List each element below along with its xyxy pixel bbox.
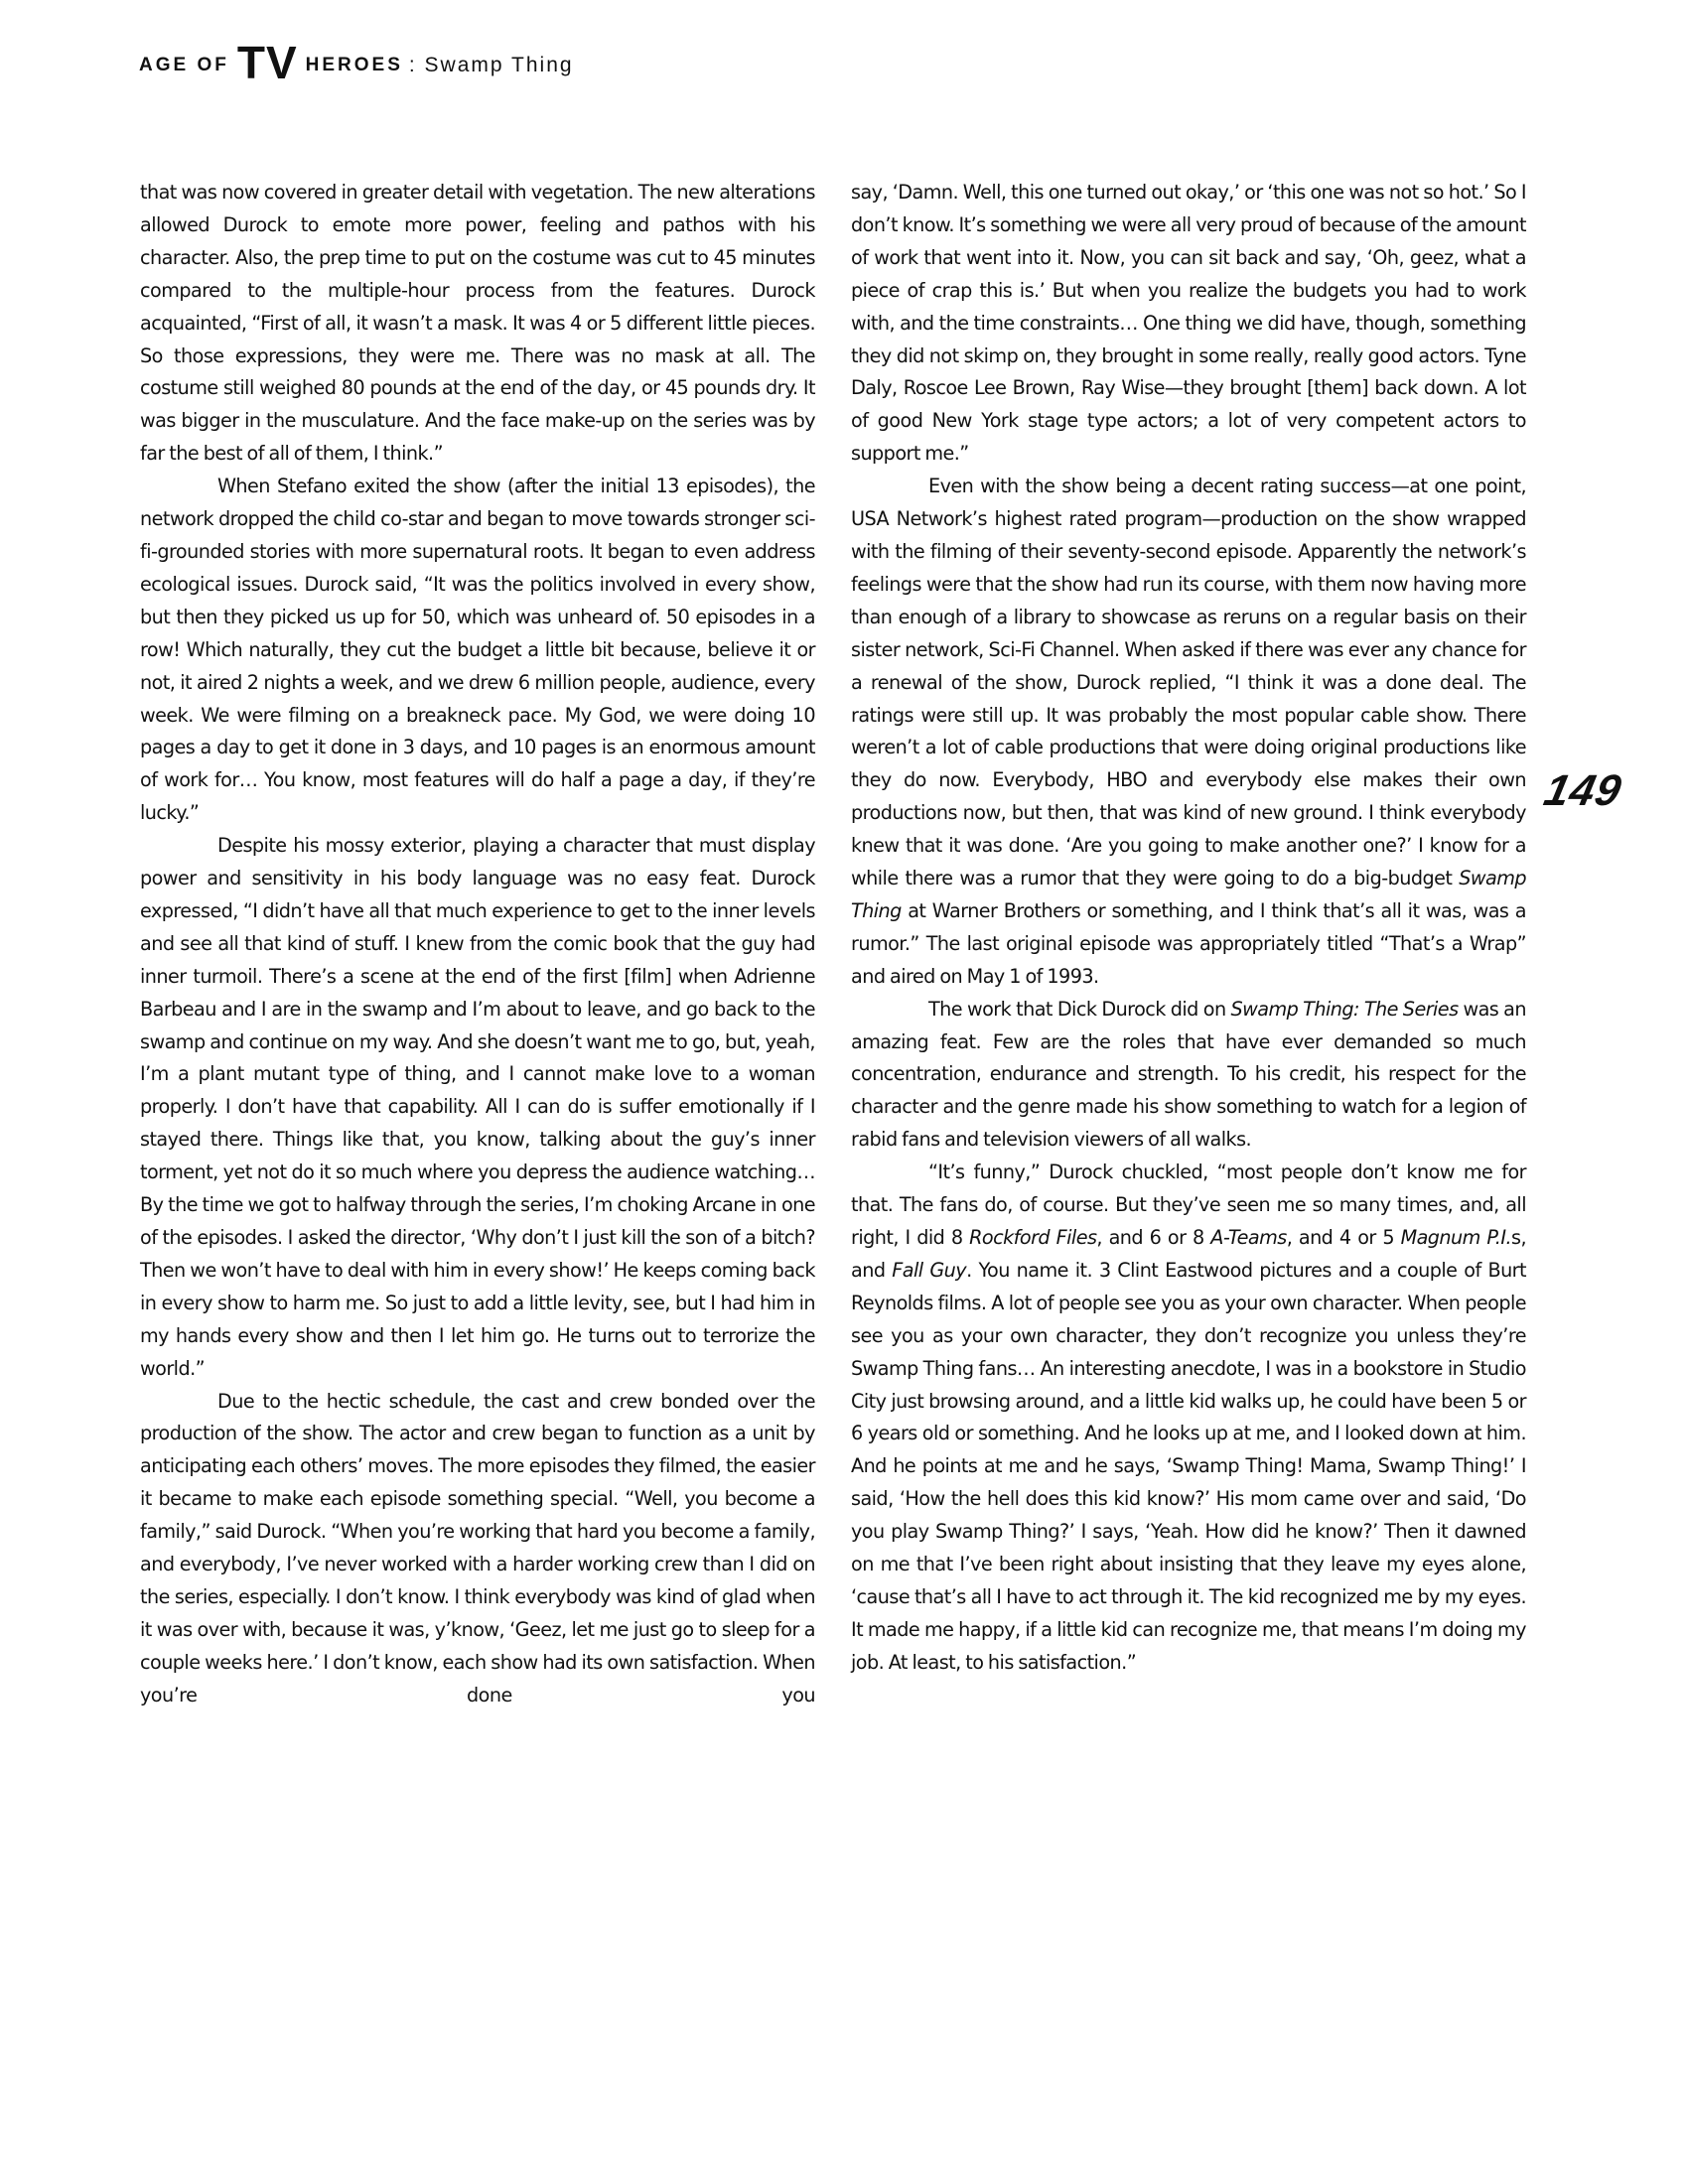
text-run: Even with the show being a decent rating success—at one point, USA Network’s highest rated program—production on the show wrapped with the filming of their seventy-second episode. Apparently the network’s feelings were that the show had run its course, with them now having more than enough of a library to showcase as reruns on a regular basis on their sister network, Sci-Fi Channel. When asked if there was ever any chance for a renewal of the show, Durock replied, “I think it was a done deal. The ratings were still up. It was probably the most popular cable show. There weren’t a lot of cable productions that were doing original productions like they do now. Everybody, HBO and everybody else makes their own productions now, but then, that was kind of new ground. I think everybody knew that it was done. ‘Are you going to make another one?’ I know for a while there was a rumor that they were going to do a big-budget bbox=[851, 475, 1526, 890]
text-run: say, ‘Damn. Well, this one turned out okay,’ or ‘this one was not so hot.’ So I don’t know. It’s something we were all very proud of because of the amount of work that went into it. Now, you can sit back and say, ‘Oh, geez, what a piece of crap this is.’ But when you realize the budgets you had to work with, and the time constraints… One thing we did have, though, something they did not skimp on, they brought in some really, really good actors. Tyne Daly, Roscoe Lee Brown, Ray Wise—they brought [them] back down. A lot of good New York stage type actors; a lot of very competent actors to support me.” bbox=[851, 181, 1526, 466]
text-run: that was now covered in greater detail with vegetation. The new alterations allowed Durock to emote more power, feeling and pathos with his character. Also, the prep time to put on the costume was cut to 45 minutes compared to the multiple-hour process from the features. Durock acquainted, “First of all, it wasn’t a mask. It was 4 or 5 different little pieces. So those expressions, they were me. There was no mask at all. The costume still weighed 80 pounds at the end of the day, or 45 pounds dry. It was bigger in the musculature. And the face make-up on the series was by far the best of all of them, I think.” bbox=[140, 181, 815, 466]
italic-title: Fall Guy bbox=[892, 1258, 967, 1282]
right-column bbox=[851, 177, 1526, 1680]
italic-title: A-Teams bbox=[1210, 1226, 1287, 1249]
paragraph bbox=[140, 830, 815, 1385]
text-run: , and 6 or 8 bbox=[1096, 1226, 1211, 1249]
header-subtitle: : Swamp Thing bbox=[408, 54, 574, 76]
paragraph bbox=[851, 177, 1526, 471]
text-run: s, and bbox=[851, 1226, 1526, 1282]
running-header bbox=[139, 37, 574, 88]
paragraph bbox=[140, 471, 815, 830]
page-number: 149 bbox=[1539, 766, 1626, 815]
italic-title: Magnum P.I. bbox=[1400, 1226, 1511, 1249]
text-run: When Stefano exited the show (after the initial 13 episodes), the network dropped the child co-star and began to move towards stronger sci-fi-grounded stories with more supernatural roots. It began to even address ecological issues. Durock said, “It was the politics involved in every show, but then they picked us up for 50, which was unheard of. 50 episodes in a row! Which naturally, they cut the budget a little bit because, believe it or not, it aired 2 nights a week, and we drew 6 million people, audience, every week. We were filming on a breakneck pace. My God, we were doing 10 pages a day to get it done in 3 days, and 10 pages is an enormous amount of work for… You know, most features will do half a page a day, if they’re lucky.” bbox=[140, 475, 815, 825]
header-tv: TV bbox=[236, 37, 298, 88]
text-run: Due to the hectic schedule, the cast and crew bonded over the production of the show. The actor and crew began to function as a unit by anticipating each others’ moves. The more episodes they filmed, the easier it became to make each episode something special. “Well, you become a family,” said Durock. “When you’re working that hard you become a family, and everybody, I’ve never worked with a harder working crew than I did on the series, especially. I don’t know. I think everybody was kind of glad when it was over with, because it was, y’know, ‘Geez, let me just go to sleep for a couple weeks here.’ I don’t know, each show had its own satisfaction. When you’re done you bbox=[140, 1389, 815, 1706]
text-run: “It’s funny,” Durock chuckled, “most people don’t know me for that. The fans do, of course. But they’ve seen me so many times, and, all right, I did 8 bbox=[851, 1160, 1526, 1249]
text-run: , and 4 or 5 bbox=[1286, 1226, 1401, 1249]
header-heroes: HEROES bbox=[305, 55, 403, 75]
text-run: was an amazing feat. Few are the roles that have ever demanded so much concentration, endurance and strength. To his credit, his respect for the character and the genre made his show something to watch for a legion of rabid fans and television viewers of all walks. bbox=[851, 997, 1527, 1152]
paragraph bbox=[851, 994, 1526, 1158]
left-column bbox=[140, 177, 815, 1712]
italic-title: Swamp Thing bbox=[851, 867, 1526, 922]
paragraph bbox=[851, 471, 1526, 994]
paragraph bbox=[140, 177, 815, 471]
text-run: . You name it. 3 Clint Eastwood pictures and a couple of Burt Reynolds films. A lot of people see you as your own character. When people see you as your own character, they don’t recognize you unless they’re Swamp Thing fans… An interesting anecdote, I was in a bookstore in Studio City just browsing around, and a little kid walks up, he could have been 5 or 6 years old or something. And he looks up at me, and I looked down at him. And he points at me and he says, ‘Swamp Thing! Mama, Swamp Thing!’ I said, ‘How the hell does this kid know?’ His mom came over and said, ‘Do you play Swamp Thing?’ I says, ‘Yeah. How did he know?’ Then it dawned on me that I’ve been right about insisting that they leave my eyes alone, ‘cause that’s all I have to act through it. The kid recognized me by my eyes. It made me happy, if a little kid can recognize me, that means I’m doing my job. At least, to his satisfaction.” bbox=[851, 1258, 1526, 1674]
italic-title: Swamp Thing: The Series bbox=[1230, 997, 1459, 1021]
paragraph bbox=[851, 1157, 1526, 1680]
text-run: The work that Dick Durock did on bbox=[928, 997, 1231, 1021]
italic-title: Rockford Files bbox=[969, 1226, 1097, 1249]
text-run: at Warner Brothers or something, and I think that’s all it was, was a rumor.” The last original episode was appropriately titled “That’s a Wrap” and aired on May 1 of 1993. bbox=[851, 898, 1526, 988]
text-run: Despite his mossy exterior, playing a character that must display power and sensitivity in his body language was no easy feat. Durock expressed, “I didn’t have all that much experience to get to the inner levels and see all that kind of stuff. I knew from the comic book that the guy had inner turmoil. There’s a scene at the end of the first [film] when Adrienne Barbeau and I are in the swamp and I’m about to leave, and go back to the swamp and continue on my way. And she doesn’t want me to go, but, yeah, I’m a plant mutant type of thing, and I cannot make love to a woman properly. I don’t have that capability. All I can do is suffer emotionally if I stayed there. Things like that, you know, talking about the guy’s inner torment, yet not do it so much where you depress the audience watching… By the time we got to halfway through the series, I’m choking Arcane in one of the episodes. I asked the director, ‘Why don’t I just kill the son of a bitch? Then we won’t have to deal with him in every show!’ He keeps coming back in every show to harm me. So just to add a little levity, see, but I had him in my hands every show and then I let him go. He turns out to terrorize the world.” bbox=[140, 834, 815, 1380]
header-prefix: AGE OF bbox=[139, 55, 229, 75]
paragraph bbox=[140, 1386, 815, 1712]
